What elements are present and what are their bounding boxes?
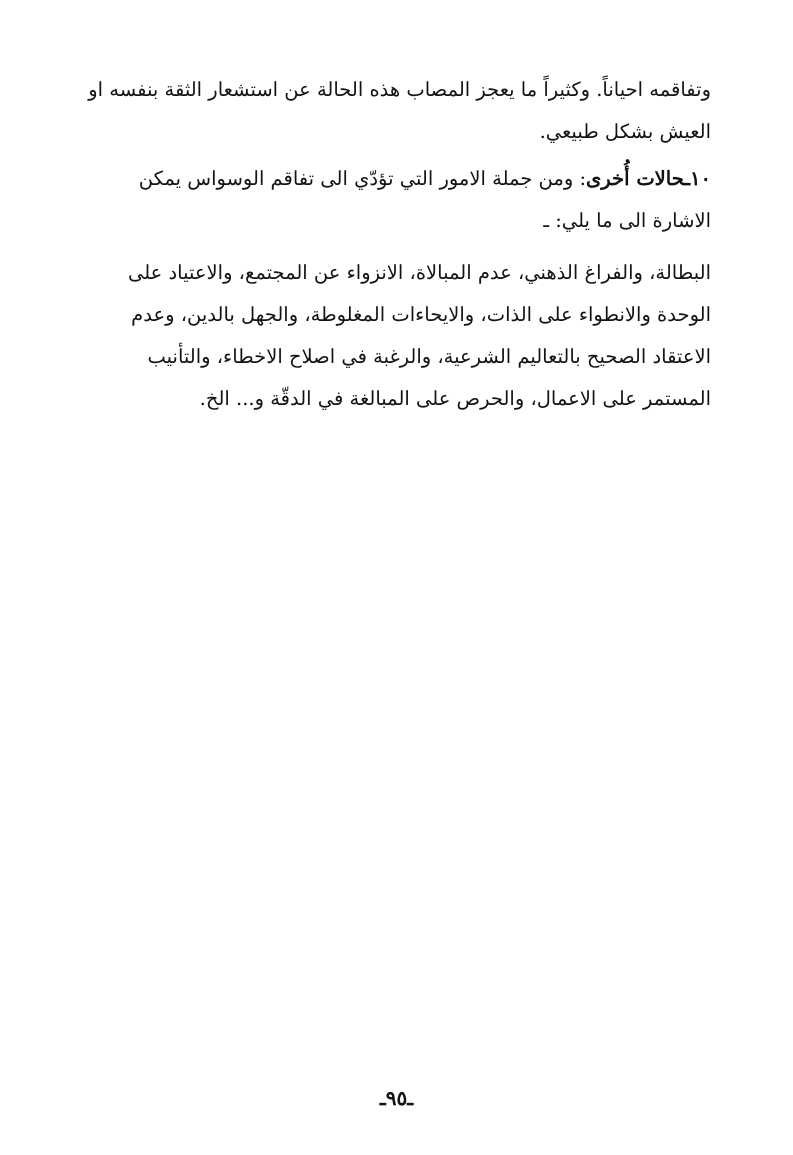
text-line: المستمر على الاعمال، والحرص على المبالغة في الدقّة و... الخ. <box>199 387 711 410</box>
item-first-line <box>82 158 711 200</box>
text-line: الوحدة والانطواء على الذات، والايحاءات المغلوطة، والجهل بالدين، وعدم <box>131 303 711 326</box>
text-line: وتفاقمه احياناً. وكثيراً ما يعجز المصاب هذه الحالة عن استشعار الثقة بنفسه او <box>88 78 711 101</box>
text-line: الاعتقاد الصحيح بالتعاليم الشرعية، والرغبة في اصلاح الاخطاء، والتأنيب <box>147 345 711 368</box>
body-paragraph <box>82 252 711 420</box>
item-text: : ومن جملة الامور التي تؤدّي الى تفاقم الوسواس يمكن <box>138 167 587 190</box>
item-10-paragraph <box>82 158 711 242</box>
text-line: العيش بشكل طبيعي. <box>539 120 711 143</box>
text-line: البطالة، والفراغ الذهني، عدم المبالاة، الانزواء عن المجتمع، والاعتياد على <box>127 261 711 284</box>
item-heading: حالات أُخرى <box>586 167 685 190</box>
text-line: الاشارة الى ما يلي: ـ <box>543 209 711 232</box>
item-number: ١٠ـ <box>684 167 711 190</box>
page-number: ـ٩٥ـ <box>379 1086 414 1110</box>
intro-paragraph <box>82 69 711 153</box>
